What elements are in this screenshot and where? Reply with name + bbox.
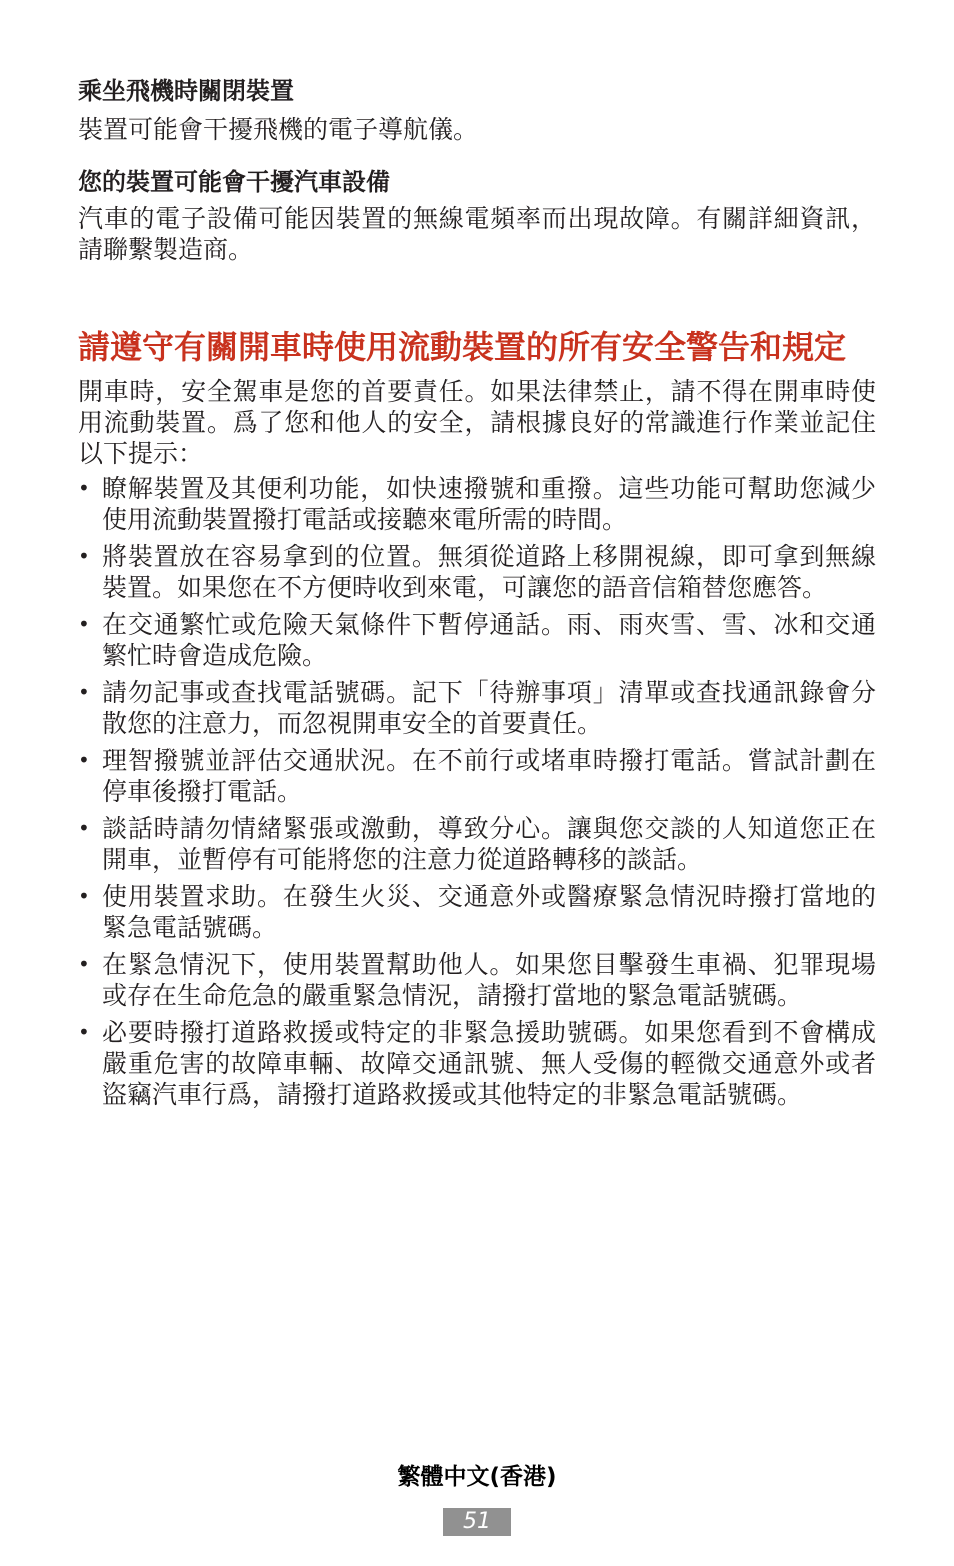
bullet-icon: •	[78, 952, 90, 976]
tip-item	[78, 541, 876, 603]
tip-text: 談話時請勿情緒緊張或激動，導致分心。讓與您交談的人知道您正在開車，並暫停有可能將您的注意力從道路轉移的談話。	[102, 814, 876, 874]
tip-text: 必要時撥打道路救援或特定的非緊急援助號碼。如果您看到不會構成嚴重危害的故障車輛、故障交通訊號、無人受傷的輕微交通意外或者盜竊汽車行爲，請撥打道路救援或其他特定的非緊急電話號碼。	[102, 1018, 876, 1109]
page-number: 51	[443, 1508, 511, 1536]
bullet-icon: •	[78, 748, 90, 772]
tip-item	[78, 1017, 876, 1110]
tip-item	[78, 745, 876, 807]
airplane-body: 裝置可能會干擾飛機的電子導航儀。	[78, 115, 479, 144]
car-heading: 您的裝置可能會干擾汽車設備	[78, 168, 390, 196]
bullet-icon: •	[78, 680, 90, 704]
footer-language: 繁體中文(香港)	[397, 1464, 557, 1490]
tip-text: 瞭解裝置及其便利功能，如快速撥號和重撥。這些功能可幫助您減少使用流動裝置撥打電話或接聽來電所需的時間。	[102, 474, 876, 534]
driving-tips-list	[78, 473, 876, 1110]
tip-text: 理智撥號並評估交通狀況。在不前行或堵車時撥打電話。嘗試計劃在停車後撥打電話。	[102, 746, 876, 806]
tip-item	[78, 813, 876, 875]
page-content	[78, 70, 876, 1116]
bullet-icon: •	[78, 816, 90, 840]
tip-item	[78, 881, 876, 943]
driving-intro: 開車時，安全駕車是您的首要責任。如果法律禁止，請不得在開車時使用流動裝置。爲了您和他人的安全，請根據良好的常識進行作業並記住以下提示：	[78, 377, 876, 468]
tip-item	[78, 473, 876, 535]
airplane-heading: 乘坐飛機時關閉裝置	[78, 77, 294, 105]
tip-item	[78, 677, 876, 739]
tip-item	[78, 609, 876, 671]
tip-text: 使用裝置求助。在發生火災、交通意外或醫療緊急情況時撥打當地的緊急電話號碼。	[102, 882, 876, 942]
tip-item	[78, 949, 876, 1011]
driving-heading: 請遵守有關開車時使用流動裝置的所有安全警告和規定	[78, 328, 847, 366]
tip-text: 請勿記事或查找電話號碼。記下「待辦事項」清單或查找通訊錄會分散您的注意力，而忽視開車安全的首要責任。	[102, 678, 876, 738]
bullet-icon: •	[78, 544, 90, 568]
tip-text: 在交通繁忙或危險天氣條件下暫停通話。雨、雨夾雪、雪、冰和交通繁忙時會造成危險。	[102, 610, 876, 670]
bullet-icon: •	[78, 1020, 90, 1044]
tip-text: 將裝置放在容易拿到的位置。無須從道路上移開視線，即可拿到無線裝置。如果您在不方便時收到來電，可讓您的語音信箱替您應答。	[102, 542, 876, 602]
tip-text: 在緊急情況下，使用裝置幫助他人。如果您目擊發生車禍、犯罪現場或存在生命危急的嚴重緊急情況，請撥打當地的緊急電話號碼。	[102, 950, 876, 1010]
car-body: 汽車的電子設備可能因裝置的無線電頻率而出現故障。有關詳細資訊，請聯繫製造商。	[78, 204, 876, 264]
bullet-icon: •	[78, 884, 90, 908]
bullet-icon: •	[78, 476, 90, 500]
bullet-icon: •	[78, 612, 90, 636]
